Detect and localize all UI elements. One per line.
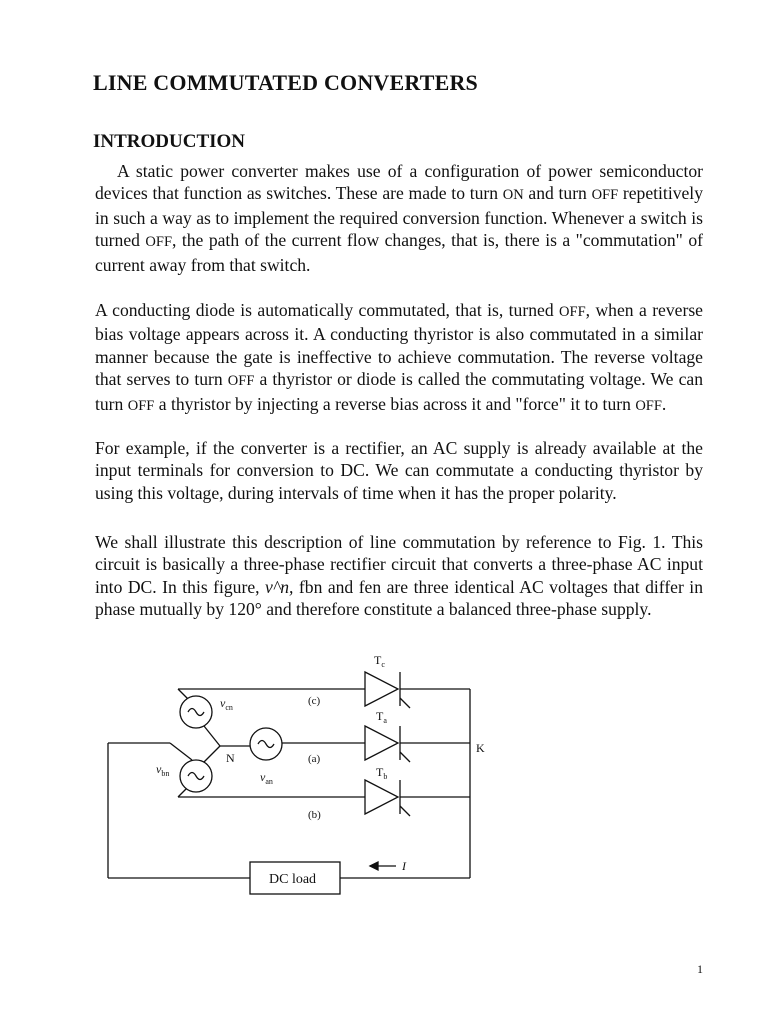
thyristor-tc <box>365 672 410 708</box>
label-tc: $T_c$ <box>374 653 385 669</box>
paragraph-2: A conducting diode is automatically commutated, that is, turned OFF, when a reverse bias voltage appears across it. A conducting thyristor is also commutated in a similar manner because the gate is ineffective to achieve commutation. The reverse voltage that serves to turn OFF a thyristor or diode is called the commutating voltage. We can turn OFF a thyristor by injecting a reverse bias across it and "force" it to turn OFF. <box>95 300 703 414</box>
paragraph-4: We shall illustrate this description of line commutation by reference to Fig. 1. This circuit is basically a three-phase rectifier circuit that converts a three-phase AC input into DC. In this figure, v^n, fbn and fen are three identical AC voltages that differ in phase mutually by 120° and therefore constitute a balanced three-phase supply. <box>95 532 703 620</box>
page-number: 1 <box>697 962 703 976</box>
label-vbn: $v_{bn}$ <box>156 762 170 778</box>
thyristor-ta <box>365 726 410 762</box>
paragraph-1: A static power converter makes use of a configuration of power semiconductor devices that function as switches. These are made to turn ON and turn OFF repetitively in such a way as to implement the required conversion function. Whenever a switch is turned OFF, the path of the current flow changes, that is, there is a "commutation" of current away from that switch. <box>95 161 703 275</box>
source-van <box>250 728 282 760</box>
label-cathode: K <box>476 741 485 755</box>
paragraph-3: For example, if the converter is a rectifier, an AC supply is already available at the input terminals for conversion to DC. We can commutate a conducting thyristor by using this voltage, during intervals of time when it has the proper polarity. <box>95 438 703 503</box>
label-branch-a: (a) <box>308 753 321 765</box>
source-vbn <box>180 760 212 792</box>
thyristor-tb <box>365 780 410 816</box>
label-ta: $T_a$ <box>376 709 387 725</box>
source-vcn <box>180 696 212 728</box>
label-branch-b: (b) <box>308 809 321 821</box>
label-current: I <box>402 859 406 873</box>
label-vcn: $v_{cn}$ <box>220 696 233 712</box>
label-branch-c: (c) <box>308 695 321 707</box>
current-arrow <box>370 862 396 870</box>
label-van: $v_{an}$ <box>260 770 273 786</box>
page-title: LINE COMMUTATED CONVERTERS <box>93 70 478 95</box>
section-heading: INTRODUCTION <box>93 131 246 152</box>
label-neutral: N <box>226 751 235 765</box>
label-dc-load: DC load <box>269 872 317 887</box>
circuit-figure <box>100 648 500 898</box>
label-tb: $T_b$ <box>376 765 388 781</box>
circuit-diagram <box>100 648 500 898</box>
